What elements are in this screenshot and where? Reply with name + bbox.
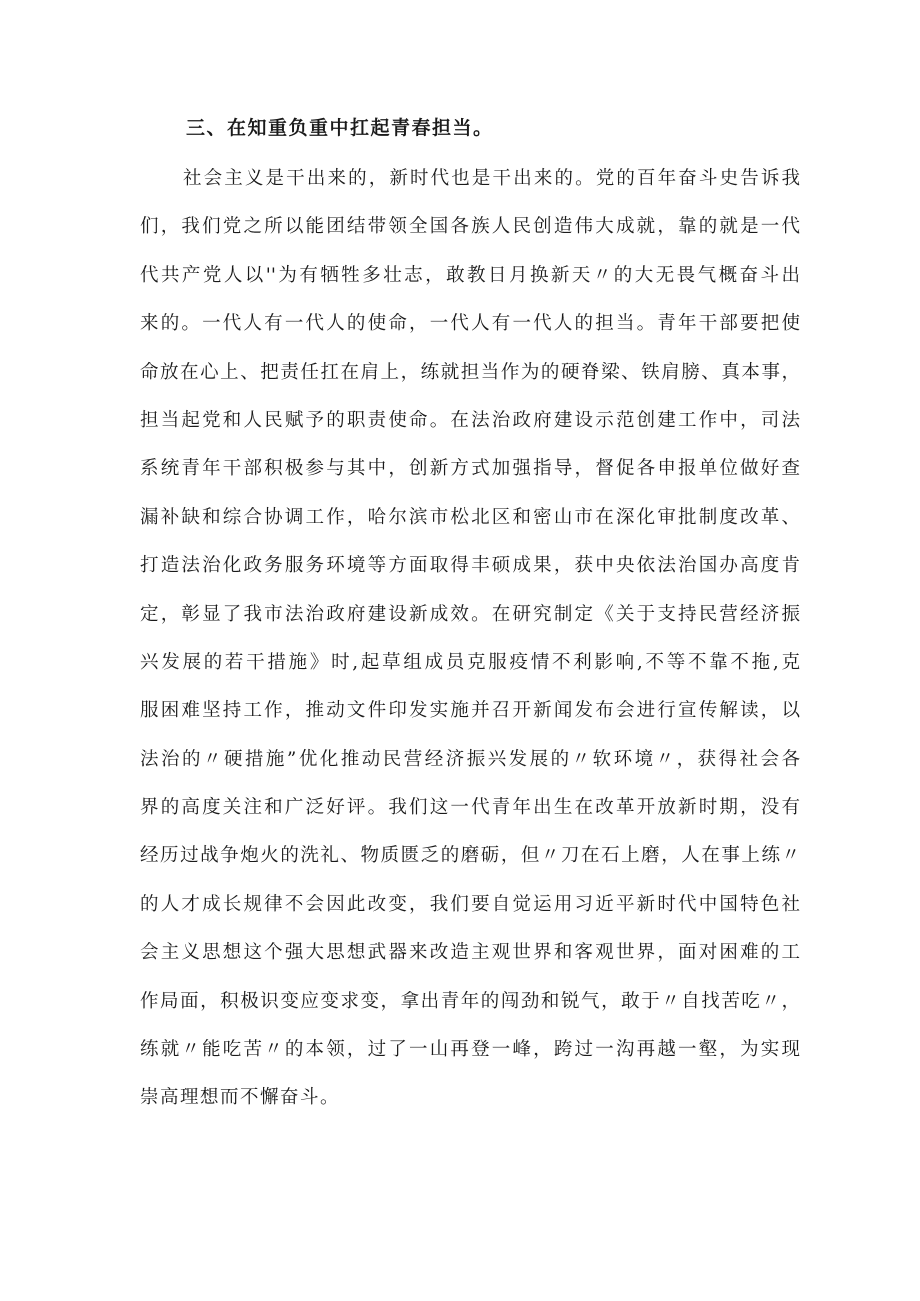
paragraph-line: 的人才成长规律不会因此改变，我们要自觉运用习近平新时代中国特色社 [140,893,800,915]
paragraph-line: 界的高度关注和广泛好评。我们这一代青年出生在改革开放新时期，没有 [140,797,800,819]
paragraph-line: 练就〃能吃苦〃的本领，过了一山再登一峰，跨过一沟再越一壑，为实现 [140,1039,800,1061]
paragraph-line: 系统青年干部积极参与其中，创新方式加强指导，督促各申报单位做好查 [140,458,800,480]
paragraph-line: 会主义思想这个强大思想武器来改造主观世界和客观世界，面对困难的工 [140,942,800,964]
paragraph-line: 法治的〃硬措施”优化推动民营经济振兴发展的〃软环境〃，获得社会各 [140,748,800,770]
paragraph-line: 经历过战争炮火的洗礼、物质匮乏的磨砺，但〃刀在石上磨，人在事上练〃 [140,845,800,867]
paragraph-line: 服困难坚持工作，推动文件印发实施并召开新闻发布会进行宣传解读，以 [140,700,800,722]
paragraph-line: 漏补缺和综合协调工作，哈尔滨市松北区和密山市在深化审批制度改革、 [140,506,800,528]
paragraph-line: 兴发展的若干措施》时,起草组成员克服疫情不利影响,不等不靠不拖,克 [140,651,800,673]
paragraph-line: 来的。一代人有一代人的使命，一代人有一代人的担当。青年干部要把使 [140,313,800,335]
paragraph-line: 命放在心上、把责任扛在肩上，练就担当作为的硬脊梁、铁肩膀、真本事， [140,361,800,383]
body-paragraph [140,155,800,1123]
paragraph-line: 崇高理想而不懈奋斗。 [140,1087,341,1109]
paragraph-line: 定，彰显了我市法治政府建设新成效。在研究制定《关于支持民营经济振 [140,603,800,625]
paragraph-line: 打造法治化政务服务环境等方面取得丰硕成果，获中央依法治国办高度肯 [140,555,800,577]
paragraph-line: 担当起党和人民赋予的职责使命。在法治政府建设示范创建工作中，司法 [140,409,800,431]
paragraph-line: 代共产党人以''为有牺牲多壮志，敢教日月换新天〃的大无畏气概奋斗出 [140,264,800,286]
paragraph-line: 社会主义是干出来的，新时代也是干出来的。党的百年奋斗史告诉我 [183,168,800,189]
paragraph-line: 们，我们党之所以能团结带领全国各族人民创造伟大成就，靠的就是一代 [140,216,800,238]
section-heading: 三、在知重负重中扛起青春担当。 [186,117,494,139]
paragraph-line: 作局面，积极识变应变求变，拿出青年的闯劲和锐气，敢于〃自找苦吃〃， [140,990,800,1012]
